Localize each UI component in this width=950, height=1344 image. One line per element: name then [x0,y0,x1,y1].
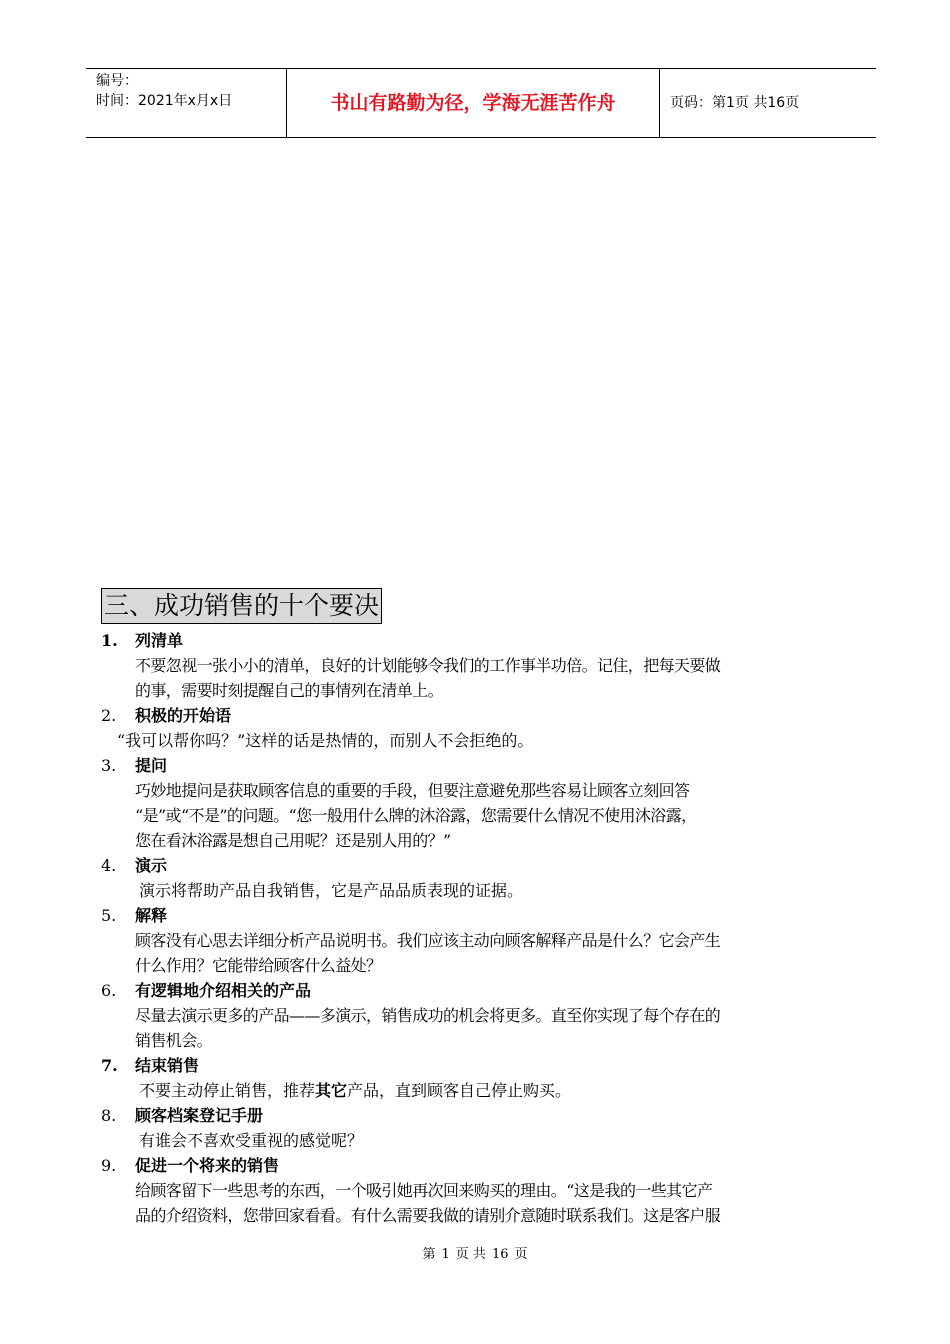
list-item-heading [101,1103,881,1128]
header-page-info: 页码：第1页 共16页 [670,95,800,111]
item-body [101,1128,881,1153]
item-title: 顾客档案登记手册 [135,1106,264,1125]
body-line: 巧妙地提问是获取顾客信息的重要的手段，但要注意避免那些容易让顾客立刻回答 [135,781,690,800]
body-line: 品的介绍资料，您带回家看看。有什么需要我做的请别介意随时联系我们。这是客户服 [135,1206,721,1225]
body-text: 产品，直到顾客自己停止购买。 [347,1081,572,1100]
list-item-heading [101,1153,881,1178]
body-line [139,1078,881,1103]
emphasis-text: 其它 [315,1081,348,1100]
item-body [101,1178,881,1228]
header-meta [86,69,287,137]
item-number: 9. [101,1156,117,1175]
item-title: 促进一个将来的销售 [135,1156,280,1175]
body-line: 演示将帮助产品自我销售，它是产品品质表现的证据。 [139,881,524,900]
item-title: 有逻辑地介绍相关的产品 [135,981,312,1000]
body-line: “是”或“不是”的问题。“您一般用什么牌的沐浴露，您需要什么情况不使用沐浴露， [135,806,697,825]
footer-middle: 页 共 [455,1247,486,1262]
body-line: “我可以帮你吗？”这样的话是热情的，而别人不会拒绝的。 [117,731,534,750]
list-item-heading [101,978,881,1003]
header-motto: 书山有路勤为径，学海无涯苦作舟 [287,69,660,137]
list-item-heading [101,753,881,778]
number-label: 编号： [96,73,138,89]
item-number: 8. [101,1106,117,1125]
item-number: 1. [101,631,118,650]
item-number: 6. [101,981,117,1000]
footer-prefix: 第 [422,1247,436,1262]
item-body [101,778,881,853]
body-line: 的事，需要时刻提醒自己的事情列在清单上。 [135,681,444,700]
item-body [101,1003,881,1053]
footer-suffix: 页 [514,1247,528,1262]
item-title: 积极的开始语 [135,706,232,725]
list-item-heading [101,903,881,928]
main-content [101,628,881,1228]
document-header [86,68,876,138]
item-title: 解释 [135,906,168,925]
page-footer [0,1246,950,1264]
item-number: 2. [101,706,117,725]
section-title: 三、成功销售的十个要决 [101,588,382,624]
item-title: 列清单 [135,631,184,650]
body-line: 不要忽视一张小小的清单，良好的计划能够令我们的工作事半功倍。记住，把每天要做 [135,656,721,675]
footer-total-pages: 16 [491,1247,509,1262]
item-number: 5. [101,906,117,925]
item-number: 3. [101,756,117,775]
body-line: 顾客没有心思去详细分析产品说明书。我们应该主动向顾客解释产品是什么？它会产生 [135,931,721,950]
time-label: 时间：2021年x月x日 [96,93,233,109]
item-title: 提问 [135,756,168,775]
body-line: 给顾客留下一些思考的东西，一个吸引她再次回来购买的理由。“这是我的一些其它产 [135,1181,713,1200]
body-line: 销售机会。 [135,1031,213,1050]
item-number: 7. [101,1056,118,1075]
body-text: 不要主动停止销售，推荐 [139,1081,316,1100]
item-body [101,928,881,978]
footer-page-number: 1 [441,1247,450,1262]
list-item-heading [101,628,881,653]
list-item-heading [101,853,881,878]
body-line: 您在看沐浴露是想自己用呢？还是别人用的？” [135,831,451,850]
body-line: 什么作用？它能带给顾客什么益处？ [135,956,382,975]
list-item-heading [101,703,881,728]
item-body [101,728,881,753]
item-number: 4. [101,856,117,875]
item-title: 演示 [135,856,168,875]
item-body [101,653,881,703]
item-body [101,1078,881,1103]
body-line: 有谁会不喜欢受重视的感觉呢？ [139,1131,364,1150]
list-item-heading [101,1053,881,1078]
item-body [101,878,881,903]
item-title: 结束销售 [135,1056,200,1075]
body-line: 尽量去演示更多的产品——多演示，销售成功的机会将更多。直至你实现了每个存在的 [135,1006,721,1025]
